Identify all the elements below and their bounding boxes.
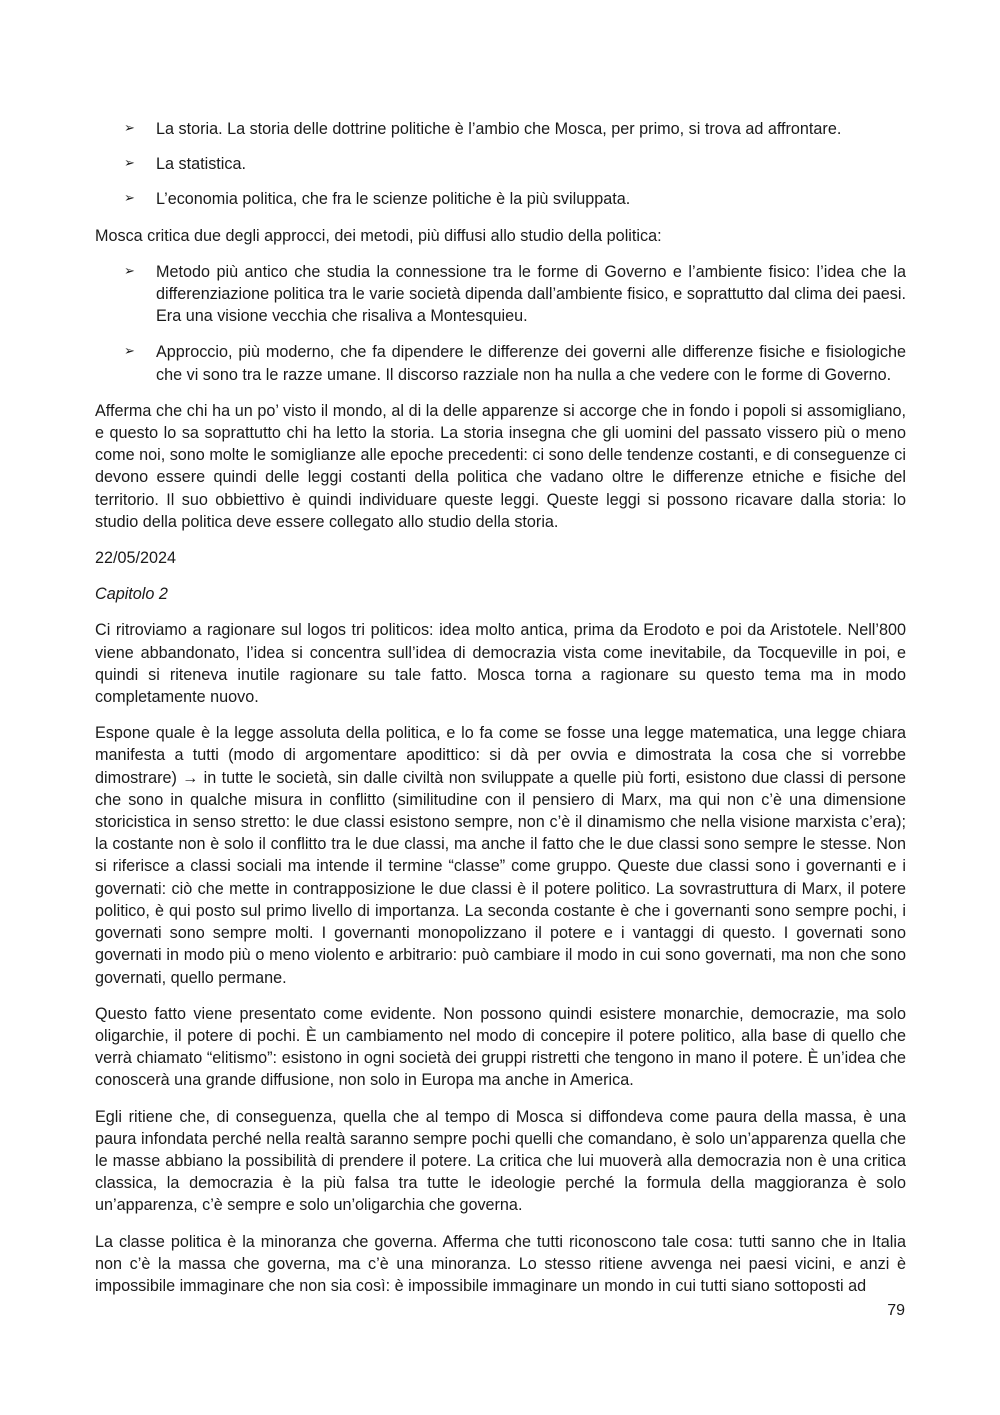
list-item-text: Metodo più antico che studia la connessione tra le forme di Governo e l’ambiente fisico: l’idea che la differenziazione politica tra le varie società dipenda dall’ambiente fisico, e soprattutto dal clima dei paesi. Era una visione vecchia che risaliva a Montesquieu. <box>156 262 906 326</box>
arrow-bullet-icon: ➢ <box>124 263 135 279</box>
list-item <box>95 153 906 175</box>
paragraph-massa: Egli ritiene che, di conseguenza, quella che al tempo di Mosca si diffondeva come paura della massa, è una paura infondata perché nella realtà saranno sempre pochi quelli che comandano, è solo un’apparenza quella che le masse abbiano la possibilità di prendere il potere. La critica che lui muoverà alla democrazia non è una critica classica, la democrazia è la più falsa tra tutte le ideologie perché la formula della maggioranza è solo un’apparenza, c’è sempre e solo un’oligarchia che governa. <box>95 1107 906 1215</box>
bullet-list-approaches <box>95 261 906 386</box>
document-body <box>95 118 906 1311</box>
chapter-heading: Capitolo 2 <box>95 585 168 604</box>
arrow-bullet-icon: ➢ <box>124 344 135 360</box>
page-number: 79 <box>887 1302 905 1319</box>
list-item <box>95 188 906 210</box>
list-item-text: L’economia politica, che fra le scienze politiche è la più sviluppata. <box>156 190 631 209</box>
list-item <box>95 341 906 385</box>
date-line: 22/05/2024 <box>95 549 177 568</box>
list-item <box>95 261 906 328</box>
paragraph-evidente: Questo fatto viene presentato come evidente. Non possono quindi esistere monarchie, democrazie, ma solo oligarchie, il potere di pochi. È un cambiamento nel modo di concepire il potere politico, alla base di quello che verrà chiamato “elitismo”: esistono in ogni società dei gruppi ristretti che tengono in mano il potere. È un’idea che conoscerà una grande diffusione, non solo in Europa ma anche in America. <box>95 1004 906 1090</box>
list-item-text: Approccio, più moderno, che fa dipendere le differenze dei governi alle differenze fisiche e fisiologiche che vi sono tra le razze umane. Il discorso razziale non ha nulla a che vedere con le forme di Governo. <box>156 343 906 384</box>
paragraph-legge: Espone quale è la legge assoluta della politica, e lo fa come se fosse una legge matematica, una legge chiara manifesta a tutti (modo di argomentare apodittico: si dà per ovvia e dimostrata la cosa che si vorrebbe dimostrare) → in tutte le società, sin dalle civiltà non sviluppate a quelle più forti, esistono due classi di persone che sono in qualche misura in conflitto (similitudine con il pensiero di Marx, ma qui non c’è una dimensione storicistica in senso stretto: le due classi esistono sempre, non c’è il dinamismo che nella visione marxista c’era); la costante non è solo il conflitto tra le due classi, ma anche il fatto che le due classi sono sempre le stesse. Non si riferisce a classi sociali ma intende il termine “classe” come gruppo. Queste due classi sono i governanti e i governati: ciò che mette in contrapposizione le due classi è il potere politico. La sovrastruttura di Marx, il potere politico, è qui posto sul primo livello di importanza. La seconda costante è che i governanti sono sempre pochi, i governati sono sempre molti. I governanti monopolizzano il potere e i vantaggi di questo. I governati sono governati in modo più o meno violento e arbitrario: può cambiare il modo in cui sono governati, ma non che sono governati, quello permane. <box>95 724 906 987</box>
list-item-text: La storia. La storia delle dottrine politiche è l’ambio che Mosca, per primo, si trova ad affrontare. <box>156 120 842 138</box>
arrow-bullet-icon: ➢ <box>124 156 135 172</box>
list-item-text: La statistica. <box>156 155 246 174</box>
paragraph-logos: Ci ritroviamo a ragionare sul logos tri politicos: idea molto antica, prima da Erodoto e poi da Aristotele. Nell’800 viene abbandonato, l’idea si concentra sull’idea di democrazia vista come inevitabile, da Tocqueville in poi, e quindi si riteneva inutile ragionare su tale fatto. Mosca torna a ragionare su questo tema ma in modo completamente nuovo. <box>95 621 906 707</box>
bullet-list-sources <box>95 118 906 211</box>
arrow-bullet-icon: ➢ <box>124 191 135 207</box>
arrow-bullet-icon: ➢ <box>124 121 135 136</box>
paragraph-afferma: Afferma che chi ha un po’ visto il mondo, al di la delle apparenze si accorge che in fondo i popoli si assomigliano, e questo lo sa soprattutto chi ha letto la storia. La storia insegna che gli uomini del passato vissero più o meno come noi, sono molte le somiglianze alle epoche precedenti: ci sono delle tendenze costanti, e di conseguenze ci devono essere quindi delle leggi costanti della politica che vadano oltre le differenze etniche e fisiche del territorio. Il suo obbiettivo è quindi individuare queste leggi. Queste leggi si possono ricavare dalla storia: lo studio della politica deve essere collegato allo studio della storia. <box>95 401 906 531</box>
paragraph-intro: Mosca critica due degli approcci, dei metodi, più diffusi allo studio della politica: <box>95 226 662 245</box>
list-item <box>95 118 906 140</box>
paragraph-classe: La classe politica è la minoranza che governa. Afferma che tutti riconoscono tale cosa: tutti sanno che in Italia non c’è la massa che governa, ma c’è una minoranza. Lo stesso ritiene avvenga nei paesi vicini, e anzi è impossibile immaginare che non sia così: è impossibile immaginare un mondo in cui tutti siano sottoposti ad <box>95 1232 906 1295</box>
